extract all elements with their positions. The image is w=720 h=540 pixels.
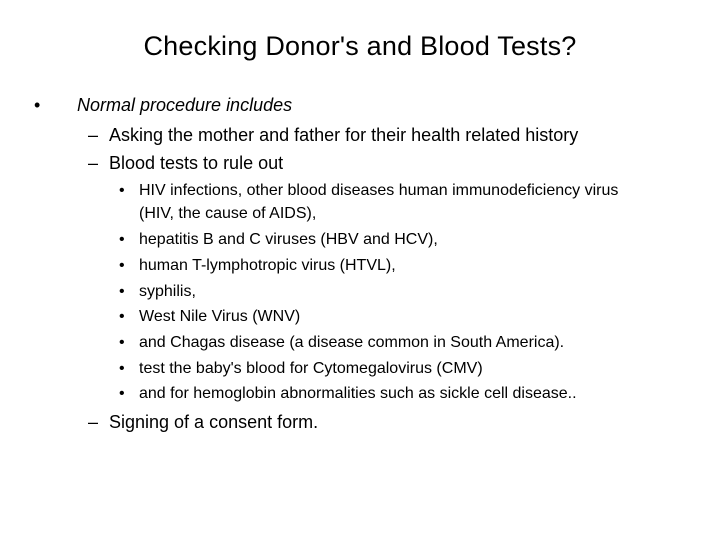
consent-text: Signing of a consent form. <box>109 412 319 432</box>
sub-item-hiv-cont: (HIV, the cause of AIDS), <box>139 205 317 222</box>
bullet-marker: • <box>34 95 41 115</box>
sub-bullet-marker: • <box>119 308 125 325</box>
dash-marker: – <box>88 125 99 145</box>
sub-item-htvl: human T-lymphotropic virus (HTVL), <box>139 257 396 274</box>
sub-bullet-marker: • <box>119 334 125 351</box>
sub-item-hemoglobin: and for hemoglobin abnormalities such as sickle cell disease.. <box>139 385 577 402</box>
sub-item-hepatitis: hepatitis B and C viruses (HBV and HCV), <box>139 231 438 248</box>
sub-item-hiv: HIV infections, other blood diseases human immunodeficiency virus <box>139 182 619 199</box>
sub-item-chagas: and Chagas disease (a disease common in South America). <box>139 334 565 351</box>
asking-history-text: Asking the mother and father for their health related history <box>109 125 579 145</box>
dash-marker: – <box>88 412 99 432</box>
slide-title: Checking Donor's and Blood Tests? <box>143 31 577 61</box>
sub-item-syphilis: syphilis, <box>139 283 196 300</box>
dash-marker: – <box>88 153 99 173</box>
sub-bullet-marker: • <box>119 182 125 199</box>
sub-bullet-marker: • <box>119 385 125 402</box>
sub-bullet-marker: • <box>119 283 125 300</box>
sub-bullet-marker: • <box>119 231 125 248</box>
sub-bullet-marker: • <box>119 360 125 377</box>
blood-tests-text: Blood tests to rule out <box>109 153 284 173</box>
sub-item-cmv: test the baby's blood for Cytomegalovirus (CMV) <box>139 360 483 377</box>
level1-text: Normal procedure includes <box>77 95 293 115</box>
sub-bullet-marker: • <box>119 257 125 274</box>
sub-item-wnv: West Nile Virus (WNV) <box>139 308 301 325</box>
